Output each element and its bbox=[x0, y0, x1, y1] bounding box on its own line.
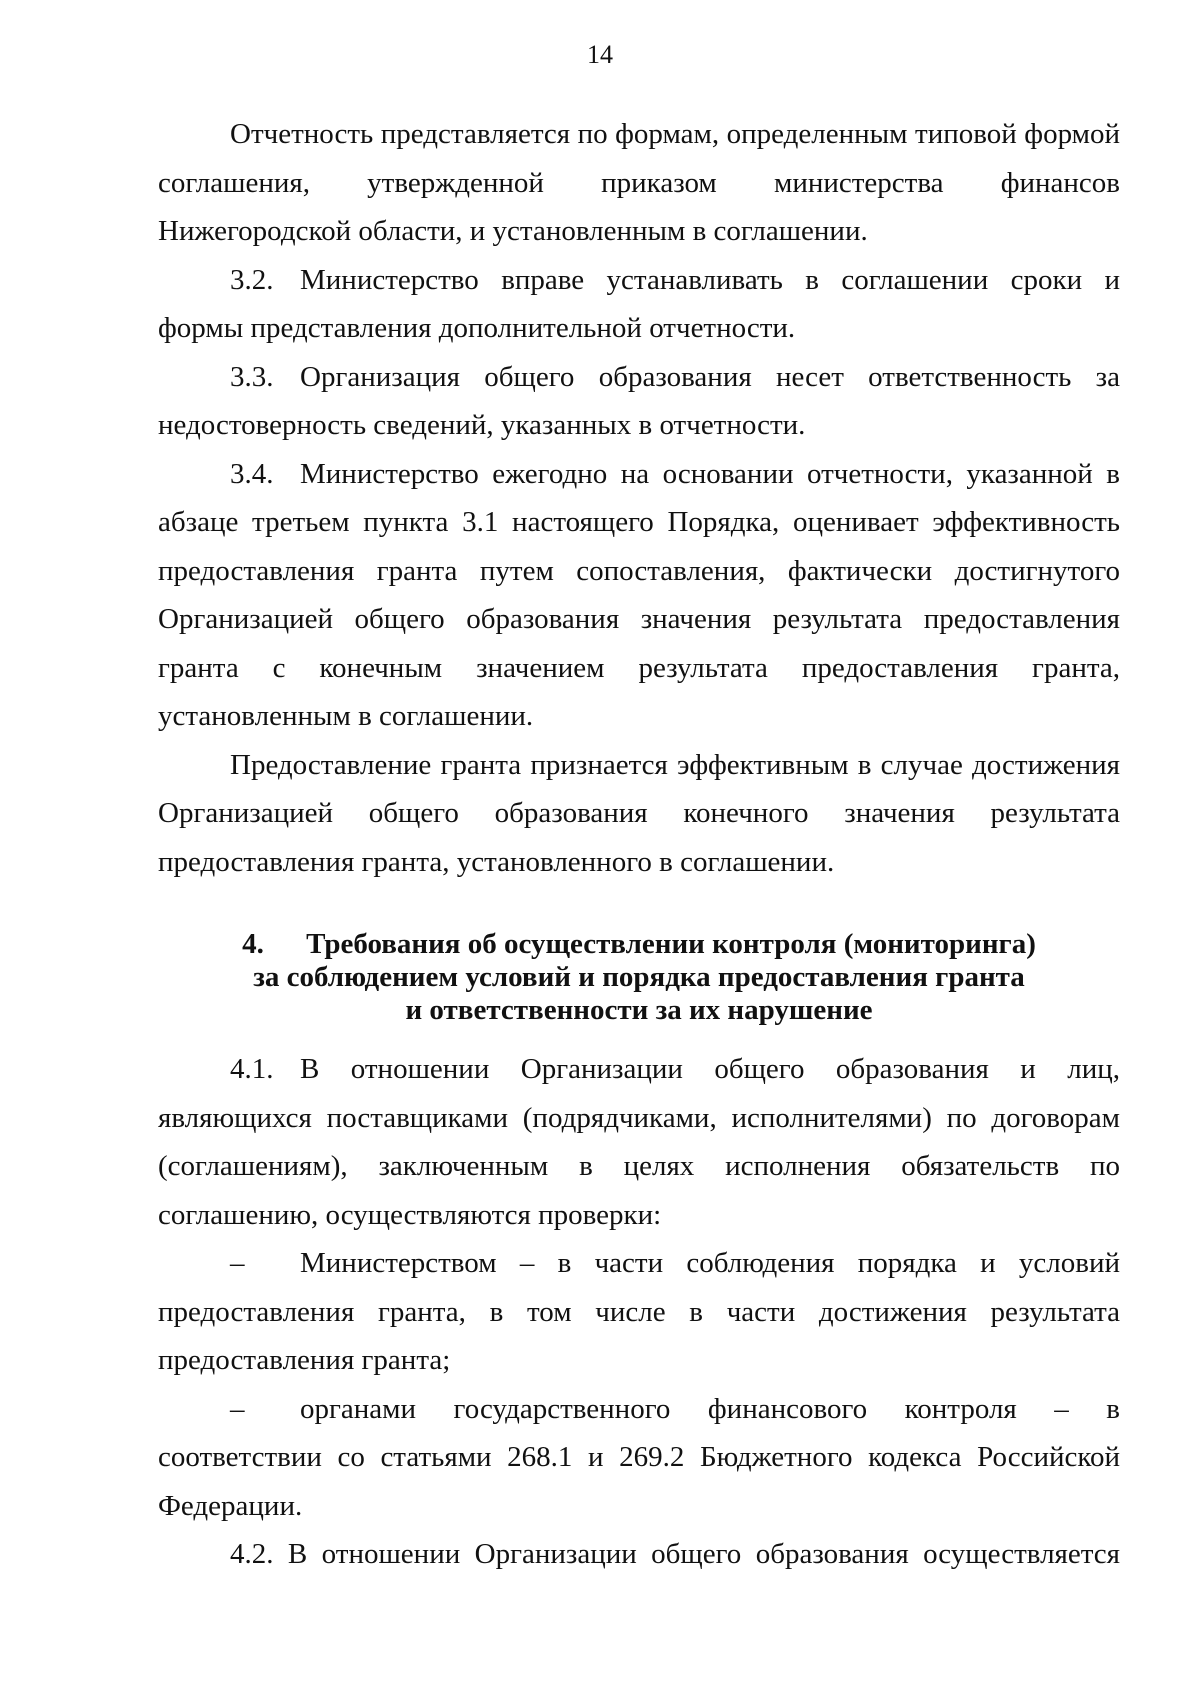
clause-number: 3.3. bbox=[230, 360, 274, 393]
paragraph-text: Организация общего образования несет ответственность за недостоверность сведений, указанных в отчетности. bbox=[158, 360, 1120, 441]
paragraph-text: Министерство вправе устанавливать в соглашении сроки и формы представления дополнительной отчетности. bbox=[158, 263, 1120, 344]
section-4-heading bbox=[158, 928, 1120, 1027]
paragraph-3-4 bbox=[158, 450, 1120, 741]
paragraph-4-1 bbox=[158, 1045, 1120, 1239]
paragraph-efficiency bbox=[158, 741, 1120, 887]
document-body bbox=[158, 110, 1120, 1579]
clause-number: 3.4. bbox=[230, 457, 274, 490]
list-item-ministry bbox=[158, 1239, 1120, 1385]
paragraph-reporting-forms bbox=[158, 110, 1120, 256]
page-number: 14 bbox=[587, 40, 613, 69]
paragraph-text: Предоставление гранта признается эффективным в случае достижения Организацией общего образования конечного значения результата предоставления гранта, установленного в соглашении. bbox=[158, 748, 1120, 878]
section-number: 4. bbox=[242, 928, 264, 960]
heading-text: Требования об осуществлении контроля (мониторинга) bbox=[306, 928, 1036, 960]
bullet-dash: – bbox=[230, 1247, 245, 1279]
clause-number: 4.1. bbox=[230, 1053, 274, 1085]
heading-line bbox=[158, 928, 1120, 961]
paragraph-text: Министерство ежегодно на основании отчетности, указанной в абзаце третьем пункта 3.1 настоящего Порядка, оценивает эффективность предоставления гранта путем сопоставления, фактически достигнутого Организацией общего образования значения результата предоставления гранта с конечным значением результата предоставления гранта, установленным в соглашении. bbox=[158, 457, 1120, 732]
paragraph-text: Отчетность представляется по формам, определенным типовой формой соглашения, утвержденной приказом министерства финансов Нижегородской области, и установленным в соглашении. bbox=[158, 118, 1120, 247]
paragraph-text: органами государственного финансового контроля – в соответствии со статьями 268.1 и 269.2 Бюджетного кодекса Российской Федерации. bbox=[158, 1392, 1120, 1522]
clause-number: 3.2. bbox=[230, 263, 274, 296]
paragraph-text: 4.2. В отношении Организации общего образования осуществляется bbox=[230, 1538, 1120, 1570]
paragraph-text: Министерством – в части соблюдения порядка и условий предоставления гранта, в том числе в части достижения результата предоставления гранта; bbox=[158, 1247, 1120, 1376]
paragraph-3-2 bbox=[158, 256, 1120, 353]
bullet-dash: – bbox=[230, 1392, 245, 1425]
heading-line: за соблюдением условий и порядка предоставления гранта bbox=[253, 961, 1025, 993]
list-item-state-control bbox=[158, 1385, 1120, 1531]
heading-line: и ответственности за их нарушение bbox=[405, 994, 873, 1026]
paragraph-3-3 bbox=[158, 353, 1120, 450]
paragraph-4-2 bbox=[158, 1530, 1120, 1579]
paragraph-text: В отношении Организации общего образования и лиц, являющихся поставщиками (подрядчиками, исполнителями) по договорам (соглашениям), заключенным в целях исполнения обязательств по соглашению, осуществляются проверки: bbox=[158, 1053, 1120, 1231]
